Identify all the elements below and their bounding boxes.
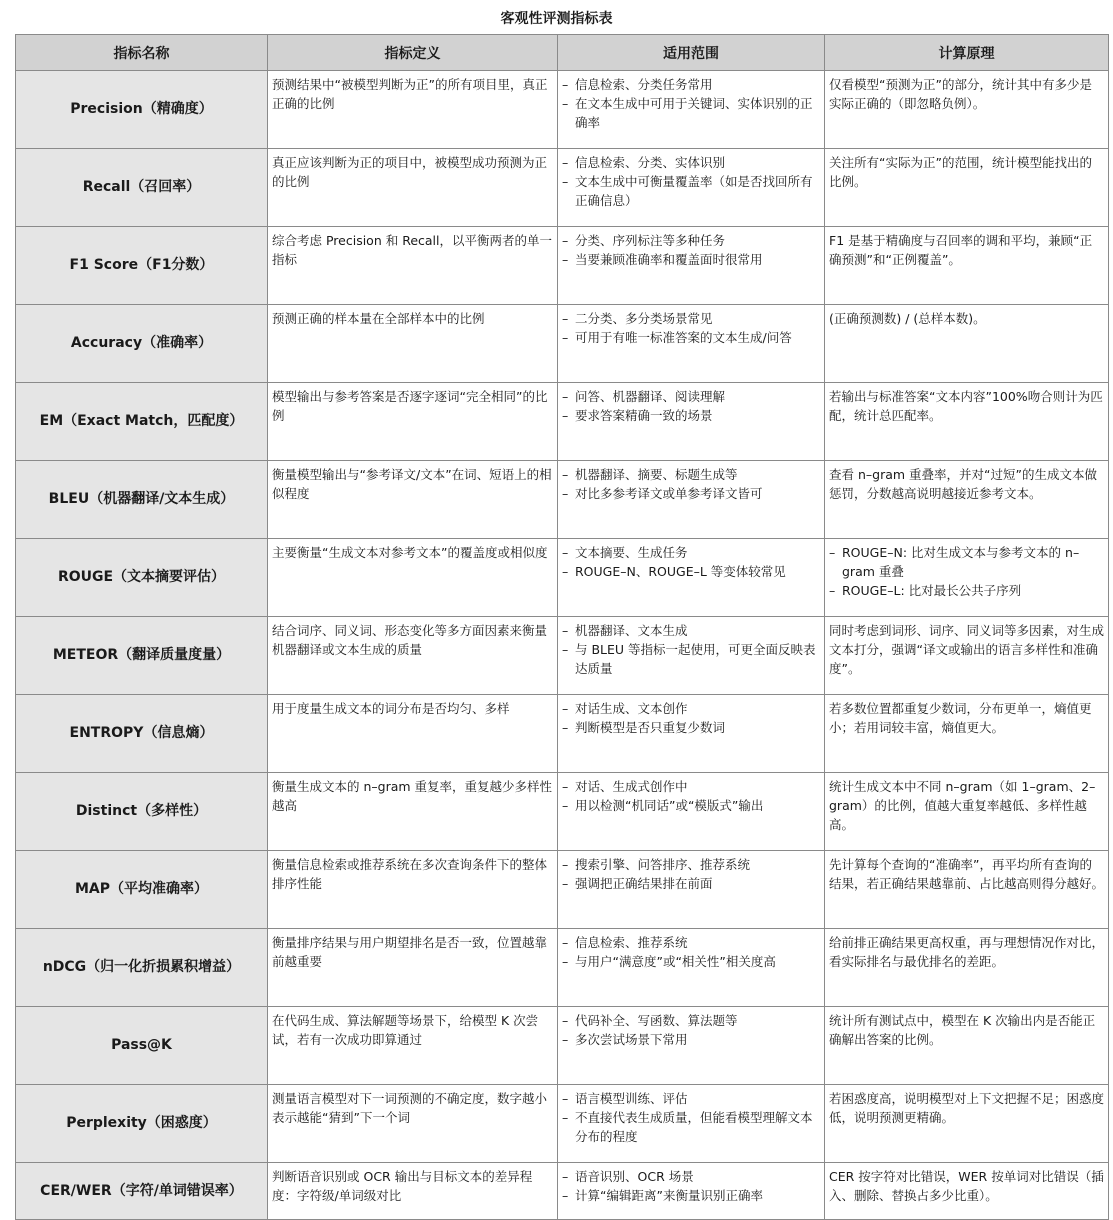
list-item: – 强调把正确结果排在前面	[562, 874, 820, 893]
list-item: – ROUGE–N: 比对生成文本与参考文本的 n–gram 重叠	[829, 543, 1104, 581]
table-body	[16, 71, 1109, 1220]
list-item: – 不直接代表生成质量，但能看模型理解文本分布的程度	[562, 1108, 820, 1146]
scope-list	[562, 777, 820, 815]
metric-name-cell: BLEU（机器翻译/文本生成）	[16, 461, 268, 539]
principle-cell: 给前排正确结果更高权重，再与理想情况作对比，看实际排名与最优排名的差距。	[825, 929, 1109, 1007]
table-row	[16, 305, 1109, 383]
principle-cell: 若输出与标准答案“文本内容”100%吻合则计为匹配，统计总匹配率。	[825, 383, 1109, 461]
definition-cell: 衡量信息检索或推荐系统在多次查询条件下的整体排序性能	[268, 851, 558, 929]
scope-cell	[558, 617, 825, 695]
metric-name-cell: METEOR（翻译质量度量）	[16, 617, 268, 695]
header-metric-name: 指标名称	[16, 35, 268, 71]
principle-list	[829, 543, 1104, 600]
principle-cell: 若多数位置都重复少数词，分布更单一，熵值更小；若用词较丰富，熵值更大。	[825, 695, 1109, 773]
list-item: – 语音识别、OCR 场景	[562, 1167, 820, 1186]
metric-name-cell: Recall（召回率）	[16, 149, 268, 227]
principle-cell: 同时考虑到词形、词序、同义词等多因素，对生成文本打分，强调“译文或输出的语言多样性和准确度”。	[825, 617, 1109, 695]
scope-cell	[558, 773, 825, 851]
scope-cell	[558, 539, 825, 617]
table-row	[16, 1163, 1109, 1220]
list-item: – 多次尝试场景下常用	[562, 1030, 820, 1049]
scope-list	[562, 465, 820, 503]
scope-cell	[558, 461, 825, 539]
list-item: – 计算“编辑距离”来衡量识别正确率	[562, 1186, 820, 1205]
list-item: – 文本生成中可衡量覆盖率（如是否找回所有正确信息）	[562, 172, 820, 210]
definition-cell: 真正应该判断为正的项目中，被模型成功预测为正的比例	[268, 149, 558, 227]
definition-cell: 主要衡量“生成文本对参考文本”的覆盖度或相似度	[268, 539, 558, 617]
scope-cell	[558, 1085, 825, 1163]
principle-cell: 统计生成文本中不同 n–gram（如 1–gram、2–gram）的比例，值越大重复率越低、多样性越高。	[825, 773, 1109, 851]
table-row	[16, 617, 1109, 695]
scope-list	[562, 309, 820, 347]
table-row	[16, 149, 1109, 227]
list-item: – 语言模型训练、评估	[562, 1089, 820, 1108]
scope-cell	[558, 695, 825, 773]
definition-cell: 预测正确的样本量在全部样本中的比例	[268, 305, 558, 383]
list-item: – 与 BLEU 等指标一起使用，可更全面反映表达质量	[562, 640, 820, 678]
list-item: – 用以检测“机同话”或“模版式”输出	[562, 796, 820, 815]
definition-cell: 判断语音识别或 OCR 输出与目标文本的差异程度：字符级/单词级对比	[268, 1163, 558, 1220]
list-item: – 问答、机器翻译、阅读理解	[562, 387, 820, 406]
scope-cell	[558, 305, 825, 383]
table-row	[16, 539, 1109, 617]
table-row	[16, 773, 1109, 851]
table-row	[16, 227, 1109, 305]
principle-cell: F1 是基于精确度与召回率的调和平均，兼顾“正确预测”和“正例覆盖”。	[825, 227, 1109, 305]
scope-cell	[558, 149, 825, 227]
list-item: – 二分类、多分类场景常见	[562, 309, 820, 328]
scope-list	[562, 699, 820, 737]
list-item: – 可用于有唯一标准答案的文本生成/问答	[562, 328, 820, 347]
list-item: – 搜索引擎、问答排序、推荐系统	[562, 855, 820, 874]
table-row	[16, 71, 1109, 149]
header-scope: 适用范围	[558, 35, 825, 71]
scope-list	[562, 1089, 820, 1146]
list-item: – 信息检索、分类任务常用	[562, 75, 820, 94]
scope-cell	[558, 1163, 825, 1220]
scope-list	[562, 933, 820, 971]
principle-cell: 关注所有“实际为正”的范围，统计模型能找出的比例。	[825, 149, 1109, 227]
metrics-table	[15, 34, 1109, 1220]
scope-cell	[558, 851, 825, 929]
list-item: – 对比多参考译文或单参考译文皆可	[562, 484, 820, 503]
list-item: – 在文本生成中可用于关键词、实体识别的正确率	[562, 94, 820, 132]
list-item: – 机器翻译、摘要、标题生成等	[562, 465, 820, 484]
scope-cell	[558, 227, 825, 305]
list-item: – 文本摘要、生成任务	[562, 543, 820, 562]
scope-cell	[558, 383, 825, 461]
scope-list	[562, 387, 820, 425]
list-item: – 当要兼顾准确率和覆盖面时很常用	[562, 250, 820, 269]
metric-name-cell: Accuracy（准确率）	[16, 305, 268, 383]
metric-name-cell: nDCG（归一化折损累积增益）	[16, 929, 268, 1007]
principle-cell: 统计所有测试点中，模型在 K 次输出内是否能正确解出答案的比例。	[825, 1007, 1109, 1085]
definition-cell: 衡量生成文本的 n–gram 重复率，重复越少多样性越高	[268, 773, 558, 851]
metric-name-cell: F1 Score（F1分数）	[16, 227, 268, 305]
table-row	[16, 929, 1109, 1007]
definition-cell: 用于度量生成文本的词分布是否均匀、多样	[268, 695, 558, 773]
metric-name-cell: Pass@K	[16, 1007, 268, 1085]
principle-cell: 仅看模型“预测为正”的部分，统计其中有多少是实际正确的（即忽略负例）。	[825, 71, 1109, 149]
list-item: – ROUGE–N、ROUGE–L 等变体较常见	[562, 562, 820, 581]
definition-cell: 衡量模型输出与“参考译文/文本”在词、短语上的相似程度	[268, 461, 558, 539]
metric-name-cell: Precision（精确度）	[16, 71, 268, 149]
definition-cell: 测量语言模型对下一词预测的不确定度，数字越小表示越能“猜到”下一个词	[268, 1085, 558, 1163]
scope-list	[562, 855, 820, 893]
list-item: – 要求答案精确一致的场景	[562, 406, 820, 425]
scope-cell	[558, 929, 825, 1007]
list-item: – 分类、序列标注等多种任务	[562, 231, 820, 250]
definition-cell: 在代码生成、算法解题等场景下，给模型 K 次尝试，若有一次成功即算通过	[268, 1007, 558, 1085]
table-row	[16, 461, 1109, 539]
metric-name-cell: CER/WER（字符/单词错误率）	[16, 1163, 268, 1220]
table-row	[16, 695, 1109, 773]
scope-list	[562, 1011, 820, 1049]
list-item: – ROUGE–L: 比对最长公共子序列	[829, 581, 1104, 600]
metric-name-cell: MAP（平均准确率）	[16, 851, 268, 929]
scope-list	[562, 621, 820, 678]
definition-cell: 结合词序、同义词、形态变化等多方面因素来衡量机器翻译或文本生成的质量	[268, 617, 558, 695]
list-item: – 机器翻译、文本生成	[562, 621, 820, 640]
definition-cell: 综合考虑 Precision 和 Recall，以平衡两者的单一指标	[268, 227, 558, 305]
table-row	[16, 1085, 1109, 1163]
header-definition: 指标定义	[268, 35, 558, 71]
table-title: 客观性评测指标表	[500, 11, 613, 27]
list-item: – 与用户“满意度”或“相关性”相关度高	[562, 952, 820, 971]
table-row	[16, 1007, 1109, 1085]
principle-cell: CER 按字符对比错误，WER 按单词对比错误（插入、删除、替换占多少比重）。	[825, 1163, 1109, 1220]
metric-name-cell: Distinct（多样性）	[16, 773, 268, 851]
list-item: – 代码补全、写函数、算法题等	[562, 1011, 820, 1030]
scope-cell	[558, 71, 825, 149]
scope-list	[562, 543, 820, 581]
definition-cell: 衡量排序结果与用户期望排名是否一致，位置越靠前越重要	[268, 929, 558, 1007]
metric-name-cell: ROUGE（文本摘要评估）	[16, 539, 268, 617]
header-principle: 计算原理	[825, 35, 1109, 71]
principle-cell: 查看 n–gram 重叠率，并对“过短”的生成文本做惩罚，分数越高说明越接近参考文本。	[825, 461, 1109, 539]
list-item: – 对话、生成式创作中	[562, 777, 820, 796]
scope-cell	[558, 1007, 825, 1085]
list-item: – 对话生成、文本创作	[562, 699, 820, 718]
table-row	[16, 383, 1109, 461]
list-item: – 信息检索、分类、实体识别	[562, 153, 820, 172]
definition-cell: 预测结果中“被模型判断为正”的所有项目里，真正正确的比例	[268, 71, 558, 149]
scope-list	[562, 75, 820, 132]
scope-list	[562, 231, 820, 269]
metric-name-cell: EM（Exact Match，匹配度）	[16, 383, 268, 461]
list-item: – 信息检索、推荐系统	[562, 933, 820, 952]
principle-cell: (正确预测数) / (总样本数)。	[825, 305, 1109, 383]
principle-cell: 先计算每个查询的“准确率”，再平均所有查询的结果，若正确结果越靠前、占比越高则得分越好。	[825, 851, 1109, 929]
scope-list	[562, 1167, 820, 1205]
principle-cell	[825, 539, 1109, 617]
definition-cell: 模型输出与参考答案是否逐字逐词“完全相同”的比例	[268, 383, 558, 461]
list-item: – 判断模型是否只重复少数词	[562, 718, 820, 737]
table-row	[16, 851, 1109, 929]
metric-name-cell: ENTROPY（信息熵）	[16, 695, 268, 773]
metric-name-cell: Perplexity（困惑度）	[16, 1085, 268, 1163]
header-row	[16, 35, 1109, 71]
principle-cell: 若困惑度高，说明模型对上下文把握不足；困惑度低，说明预测更精确。	[825, 1085, 1109, 1163]
scope-list	[562, 153, 820, 210]
